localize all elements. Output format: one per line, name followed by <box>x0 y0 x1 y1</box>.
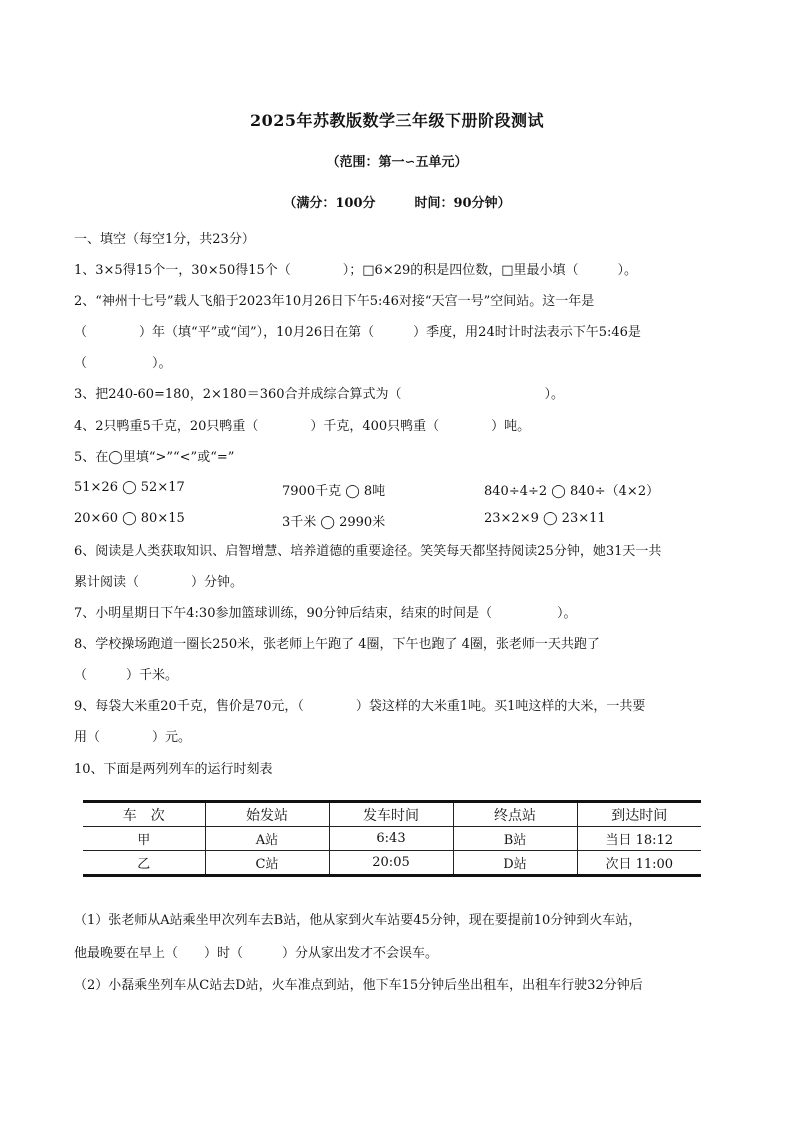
table-cell: B站 <box>453 827 577 851</box>
exam-scope: （范围：第一∽五单元） <box>326 155 468 170</box>
question-4: 4、2只鸭重5千克，20只鸭重（ ）千克，400只鸭重（ ）吨。 <box>74 419 531 434</box>
table-cell: 乙 <box>83 851 205 876</box>
train-timetable <box>83 800 701 877</box>
page-title: 2025年苏教版数学三年级下册阶段测试 <box>249 111 545 130</box>
table-row <box>83 827 701 851</box>
question-1: 1、3×5得15个一，30×50得15个（ ）；□6×29的积是四位数，□里最小填（ ）。 <box>74 263 638 278</box>
table-header-cell: 到达时间 <box>577 802 701 827</box>
question-8-line-1: 8、学校操场跑道一圈长250米，张老师上午跑了 4圈，下午也跑了 4圈，张老师一天共跑了 <box>74 637 600 652</box>
question-9-line-2: 用（ ）元。 <box>74 730 192 745</box>
question-10: 10、下面是两列列车的运行时刻表 <box>74 762 273 777</box>
sub-question-1-line-1: （1）张老师从A站乘坐甲次列车去B站，他从家到火车站要45分钟，现在要提前10分钟到火车站， <box>74 913 642 928</box>
question-5: 5、在◯里填“>”“<”或“=” <box>74 450 235 465</box>
table-cell: 甲 <box>83 827 205 851</box>
compare-item: 840÷4÷2 ◯ 840÷（4×2） <box>484 484 660 499</box>
table-row <box>83 851 701 876</box>
question-2-line-2: （ ）年（填“平”或“闰”），10月26日在第（ ）季度，用24时计时法表示下午5:46是 <box>74 325 641 340</box>
table-header-cell: 始发站 <box>205 802 329 827</box>
table-header-cell: 发车时间 <box>329 802 453 827</box>
sub-question-1-line-2: 他最晚要在早上（ ）时（ ）分从家出发才不会误车。 <box>74 946 439 961</box>
compare-item: 51×26 ◯ 52×17 <box>74 480 185 495</box>
compare-item: 7900千克 ◯ 8吨 <box>282 484 386 499</box>
table-header-cell: 车 次 <box>83 802 205 827</box>
question-6-line-1: 6、阅读是人类获取知识、启智增慧、培养道德的重要途径。笑笑每天都坚持阅读25分钟，她31天一共 <box>74 544 662 559</box>
sub-question-2-line-1: （2）小磊乘坐列车从C站去D站，火车准点到站，他下车15分钟后坐出租车，出租车行驶32分钟后 <box>74 978 643 993</box>
table-cell: 20:05 <box>329 851 453 876</box>
table-cell: 6:43 <box>329 827 453 851</box>
question-8-line-2: （ ）千米。 <box>74 668 179 683</box>
compare-item: 3千米 ◯ 2990米 <box>282 515 386 530</box>
question-2-line-1: 2、“神州十七号”载人飞船于2023年10月26日下午5:46对接“天宫一号”空间站。这一年是 <box>74 294 595 309</box>
question-3: 3、把240-60=180，2×180＝360合并成综合算式为（ ）。 <box>74 387 565 402</box>
table-cell: 次日 11:00 <box>577 851 701 876</box>
section-heading: 一、填空（每空1分，共23分） <box>74 232 255 247</box>
question-2-line-3: （ ）。 <box>74 356 172 371</box>
table-cell: 当日 18:12 <box>577 827 701 851</box>
table-header-row <box>83 802 701 827</box>
table-cell: D站 <box>453 851 577 876</box>
compare-item: 23×2×9 ◯ 23×11 <box>484 511 606 526</box>
score-and-time: （满分：100分 时间：90分钟） <box>283 196 511 211</box>
question-6-line-2: 累计阅读（ ）分钟。 <box>74 575 244 590</box>
table-cell: A站 <box>205 827 329 851</box>
question-7: 7、小明星期日下午4:30参加篮球训练，90分钟后结束，结束的时间是（ ）。 <box>74 606 577 621</box>
table-cell: C站 <box>205 851 329 876</box>
compare-item: 20×60 ◯ 80×15 <box>74 511 185 526</box>
question-9-line-1: 9、每袋大米重20千克，售价是70元，（ ）袋这样的大米重1吨。买1吨这样的大米，一共要 <box>74 699 646 714</box>
table-header-cell: 终点站 <box>453 802 577 827</box>
